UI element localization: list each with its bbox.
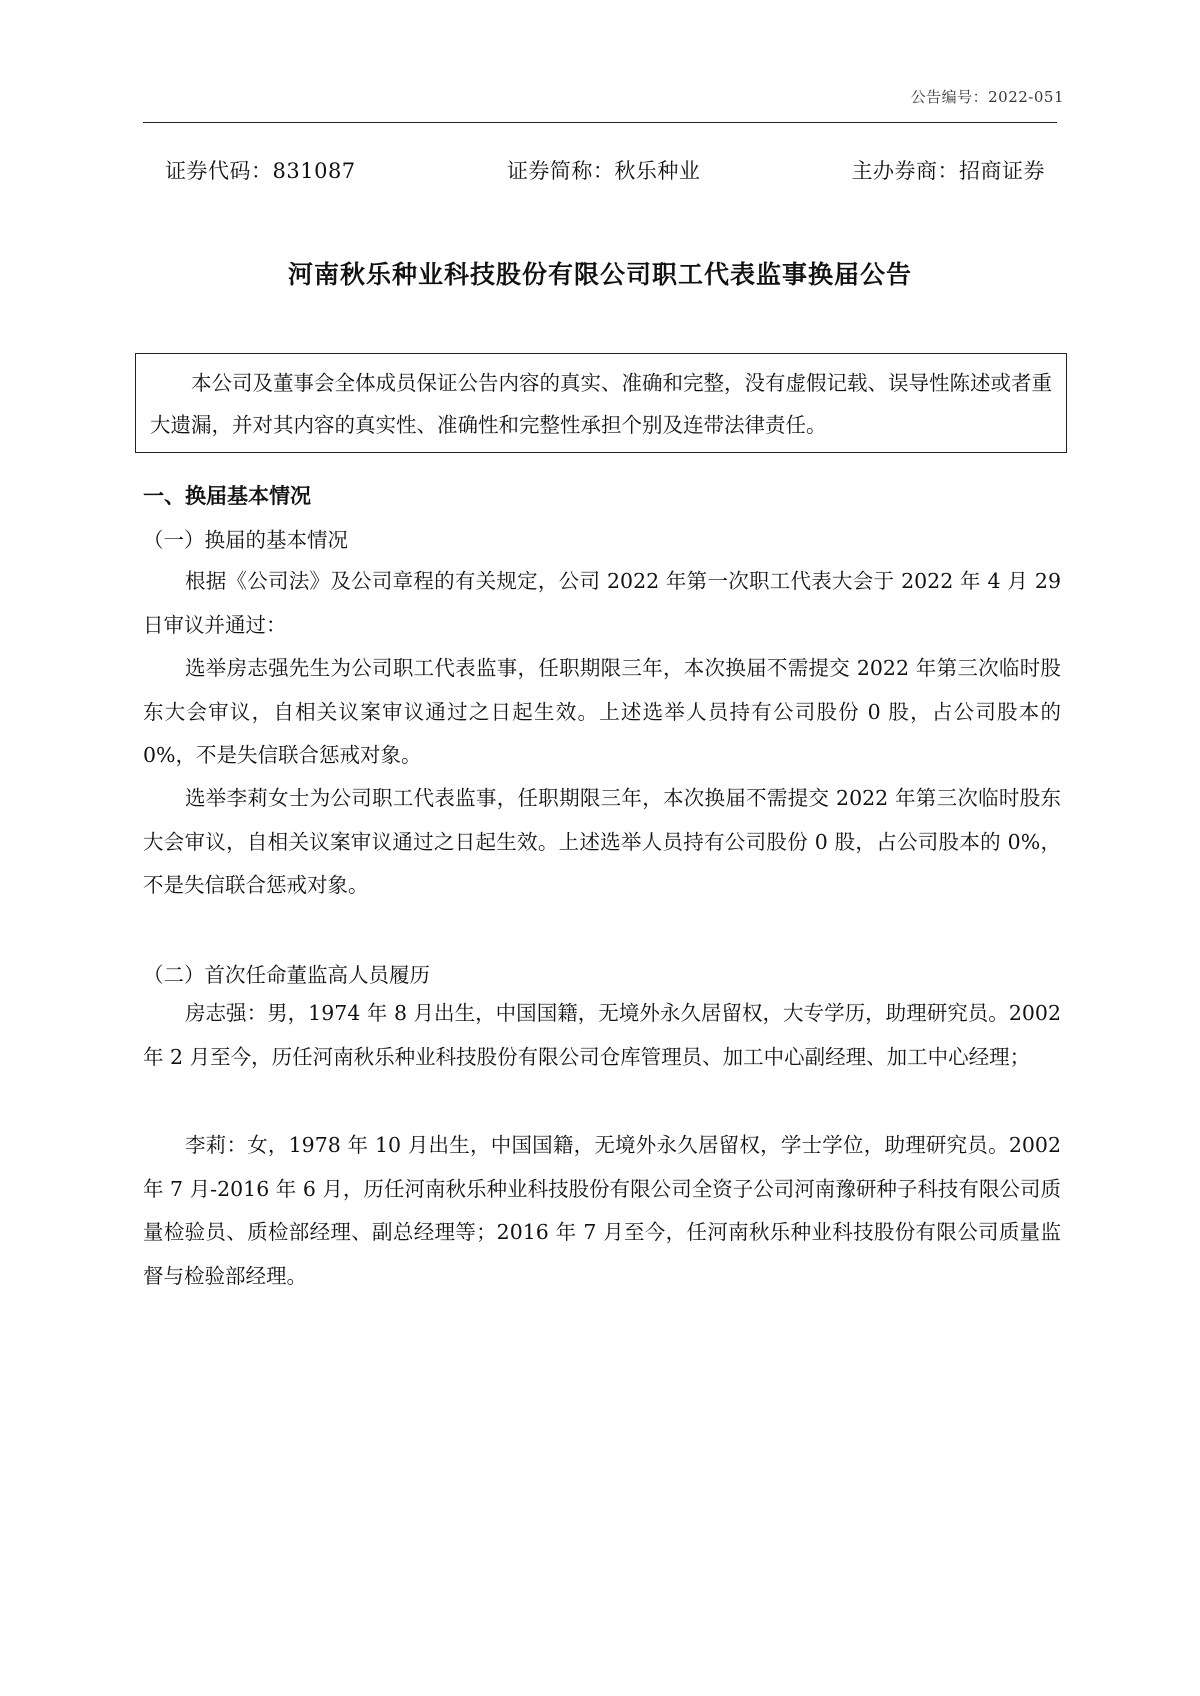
sponsor-broker: 主办券商：招商证券 (851, 159, 1045, 183)
subsection-heading-resume: （二）首次任命董监高人员履历 (143, 963, 430, 987)
paragraph-resume-li: 李莉：女，1978 年 10 月出生，中国国籍，无境外永久居留权，学士学位，助理研究员。2002 年 7 月-2016 年 6 月，历任河南秋乐种业科技股份有限公司全资子公司河南豫研种子科技有限公司质量检验员、质检部经理、副总经理等；2016 年 7 月至今，任河南秋乐种业科技股份有限公司质量监督与检验部经理。 (143, 1133, 1061, 1288)
notice-number: 公告编号：2022-051 (910, 88, 1064, 106)
document-title: 河南秋乐种业科技股份有限公司职工代表监事换届公告 (287, 260, 912, 289)
paragraph-election-li: 选举李莉女士为公司职工代表监事，任职期限三年，本次换届不需提交 2022 年第三次临时股东大会审议，自相关议案审议通过之日起生效。上述选举人员持有公司股份 0 股，占公司股本的 0%，不是失信联合惩戒对象。 (143, 786, 1061, 897)
paragraph-election-fang: 选举房志强先生为公司职工代表监事，任职期限三年，本次换届不需提交 2022 年第三次临时股东大会审议，自相关议案审议通过之日起生效。上述选举人员持有公司股份 0 股，占公司股本的 0%，不是失信联合惩戒对象。 (143, 656, 1061, 767)
securities-code: 证券代码：831087 (165, 159, 356, 183)
subsection-heading-basic-info: （一）换届的基本情况 (143, 528, 348, 552)
declaration-text: 本公司及董事会全体成员保证公告内容的真实、准确和完整，没有虚假记载、误导性陈述或者重大遗漏，并对其内容的真实性、准确性和完整性承担个别及连带法律责任。 (150, 371, 1052, 437)
paragraph-resume-fang: 房志强：男，1974 年 8 月出生，中国国籍，无境外永久居留权，大专学历，助理研究员。2002 年 2 月至今，历任河南秋乐种业科技股份有限公司仓库管理员、加工中心副经理、加工中心经理； (143, 1001, 1061, 1069)
section-heading-basic-info: 一、换届基本情况 (143, 483, 311, 508)
declaration-box (135, 353, 1067, 453)
securities-info-row (165, 155, 1045, 185)
header-divider (143, 122, 1057, 123)
securities-short-name: 证券简称：秋乐种业 (506, 159, 701, 183)
paragraph-legal-basis: 根据《公司法》及公司章程的有关规定，公司 2022 年第一次职工代表大会于 2022 年 4 月 29 日审议并通过： (143, 569, 1061, 637)
